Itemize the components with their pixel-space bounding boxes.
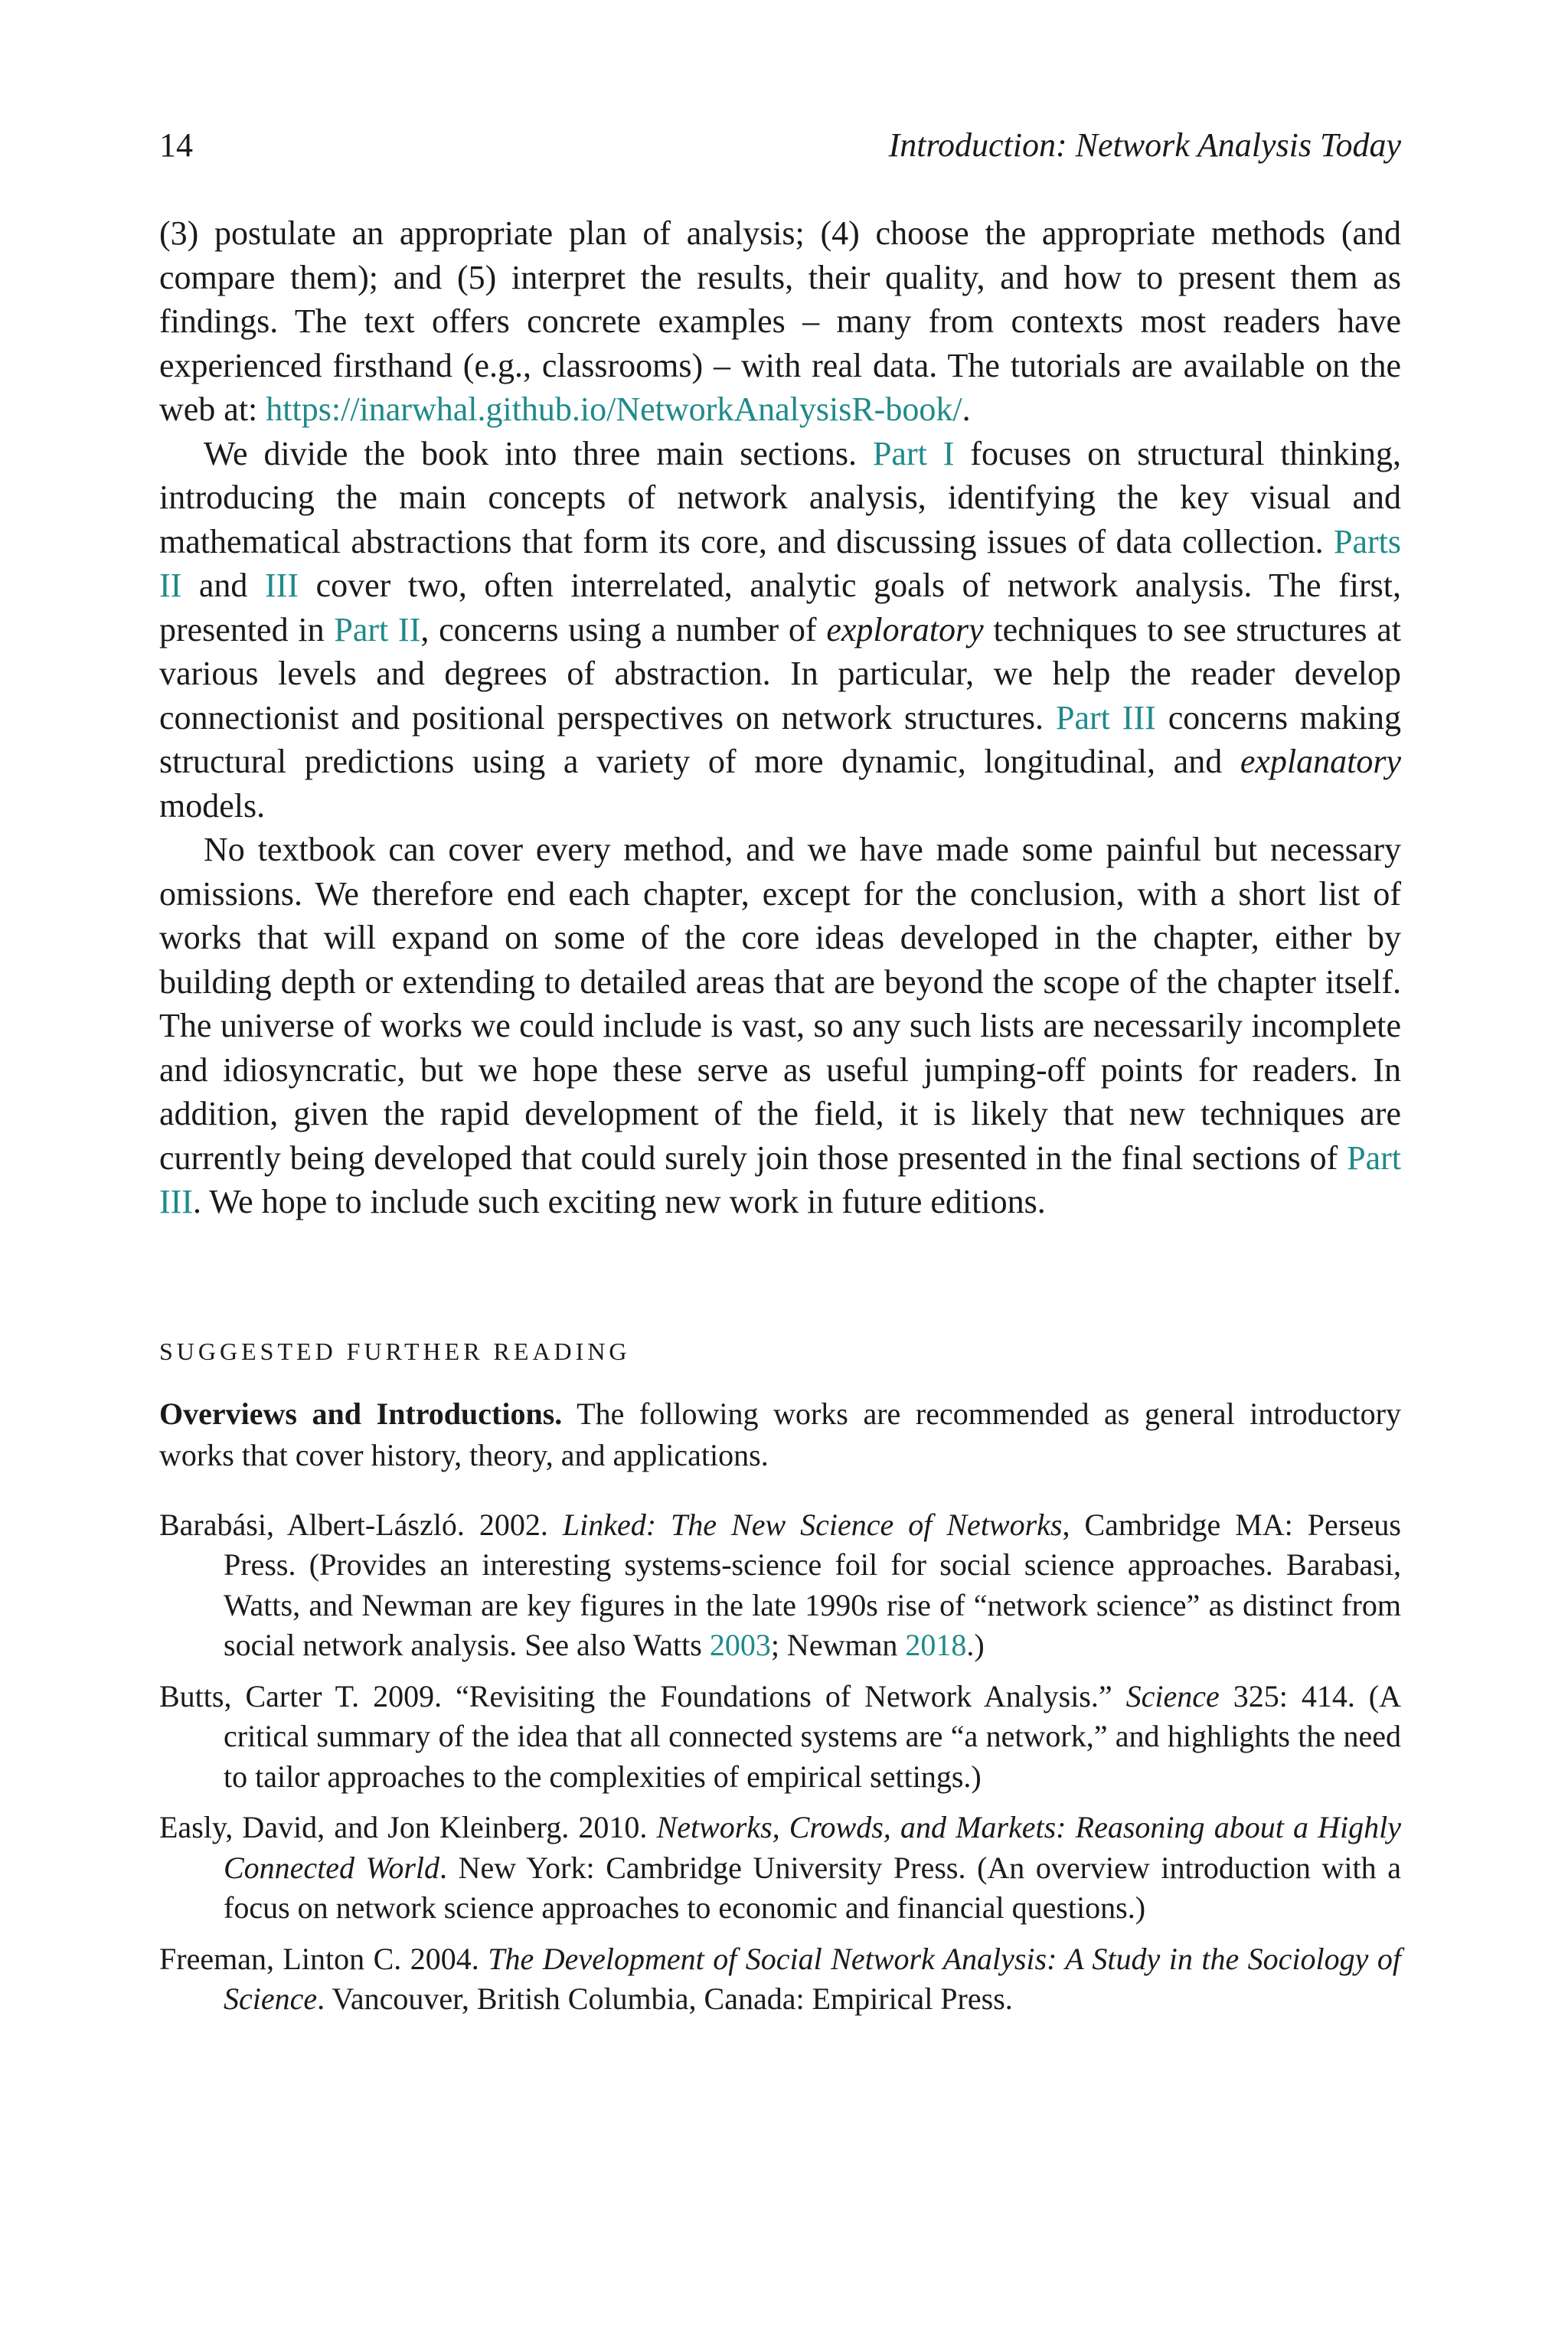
paragraph-text: focuses on structural thinking, introducing the main concepts of network analysis, identifying the key visual and mathematical abstractions that form its core, and discussing issues of data collection. [159,434,1402,560]
emphasis-explanatory: explanatory [1240,743,1401,780]
paragraph-1 [159,211,1401,432]
paragraph-text: . [962,390,971,428]
running-head [159,122,1401,176]
paragraph-text: techniques to see structures at various levels and degrees of abstraction. In particular, we help the reader develop connectionist and positional perspectives on network structures. [159,610,1401,737]
reference-title: Networks, Crowds, and Markets: Reasoning about a Highly Connected World [224,1810,1401,1885]
reference-text: ; Newman [770,1628,906,1662]
reference-item [159,1939,1401,2020]
emphasis-exploratory: exploratory [826,610,984,648]
part-iii-link[interactable]: Part III [159,1138,1401,1220]
subsection-title: Overviews and Introductions. [159,1396,563,1431]
citation-link-2018[interactable]: 2018 [905,1628,967,1662]
reference-text: .) [966,1628,985,1662]
parts-ii-link[interactable]: Parts II [159,522,1401,604]
reference-list [159,1505,1401,2020]
part-ii-link[interactable]: Part II [334,610,421,648]
paragraph-text: cover two, often interrelated, analytic goals of network analysis. The first, presented in [159,567,1402,648]
paragraph-text: . We hope to include such exciting new work in future editions. [192,1183,1046,1220]
running-title: Introduction: Network Analysis Today [888,126,1401,164]
reference-title: Linked: The New Science of Networks [562,1507,1063,1542]
citation-link-2003[interactable]: 2003 [709,1628,771,1662]
body-text [159,211,1401,1224]
book-page [159,122,1401,2030]
paragraph-text: No textbook can cover every method, and we have made some painful but necessary omissions. We therefore end each chapter, except for the conclusion, with a short list of works that will expand on some of the core ideas developed in the chapter, either by building depth or extending to detailed areas that are beyond the scope of the chapter itself. The universe of works we could include is vast, so any such lists are necessarily incomplete and idiosyncratic, but we hope these serve as useful jumping-off points for readers. In addition, given the rapid development of the field, it is likely that new techniques are currently being developed that could surely join those presented in the final sections of [159,831,1401,1177]
reference-item [159,1677,1401,1798]
reference-text: Freeman, Linton C. 2004. [159,1941,488,1976]
reference-text: Easly, David, and Jon Kleinberg. 2010. [159,1810,657,1844]
paragraph-text: and [181,567,266,604]
part-iii-link[interactable]: III [265,567,299,604]
paragraph-text: models. [159,786,266,825]
reference-text: . Vancouver, British Columbia, Canada: Empirical Press. [317,1981,1013,2016]
tutorials-url-link[interactable]: https://inarwhal.github.io/NetworkAnalysisR-book/ [266,390,962,428]
reference-title: Science [1125,1678,1220,1713]
paragraph-2 [159,432,1401,828]
paragraph-text: , concerns using a number of [420,610,827,648]
paragraph-text: (3) postulate an appropriate plan of analysis; (4) choose the appropriate methods (and compare them); and (5) interpret the results, their quality, and how to present them as findings. The text offers concrete examples – many from contexts most readers have experienced firsthand (e.g., classrooms) – with real data. The tutorials are available on the web at: [159,214,1401,428]
reference-item [159,1808,1401,1929]
reference-title: The Development of Social Network Analysis: A Study in the Sociology of Science [224,1941,1402,2016]
reference-item [159,1505,1401,1666]
part-iii-link[interactable]: Part III [1055,698,1156,737]
part-i-link[interactable]: Part I [872,434,955,472]
paragraph-text: We divide the book into three main sections. [204,434,873,472]
reference-text: , Cambridge MA: Perseus Press. (Provides an interesting systems-science foil for social science approaches. Barabasi, Watts, and Newman are key figures in the late 1990s rise of “network science” as distinct from social network analysis. See also Watts [224,1507,1401,1662]
section-heading: SUGGESTED FURTHER READING [159,1337,631,1365]
reference-text: . New York: Cambridge University Press. (An overview introduction with a focus on network science approaches to economic and financial questions.) [224,1850,1401,1925]
reference-text: Butts, Carter T. 2009. “Revisiting the Foundations of Network Analysis.” [159,1678,1126,1713]
paragraph-text: concerns making structural predictions using a variety of more dynamic, longitudinal, and [159,698,1401,780]
paragraph-3 [159,828,1401,1224]
reference-text: 325: 414. (A critical summary of the idea that all connected systems are “a network,” and highlights the need to tailor approaches to the complexities of empirical settings.) [224,1678,1401,1794]
reference-text: Barabási, Albert-László. 2002. [159,1507,563,1542]
reading-intro [159,1393,1401,1476]
intro-text: The following works are recommended as general introductory works that cover history, theory, and applications. [159,1396,1401,1472]
page-number: 14 [159,126,193,164]
